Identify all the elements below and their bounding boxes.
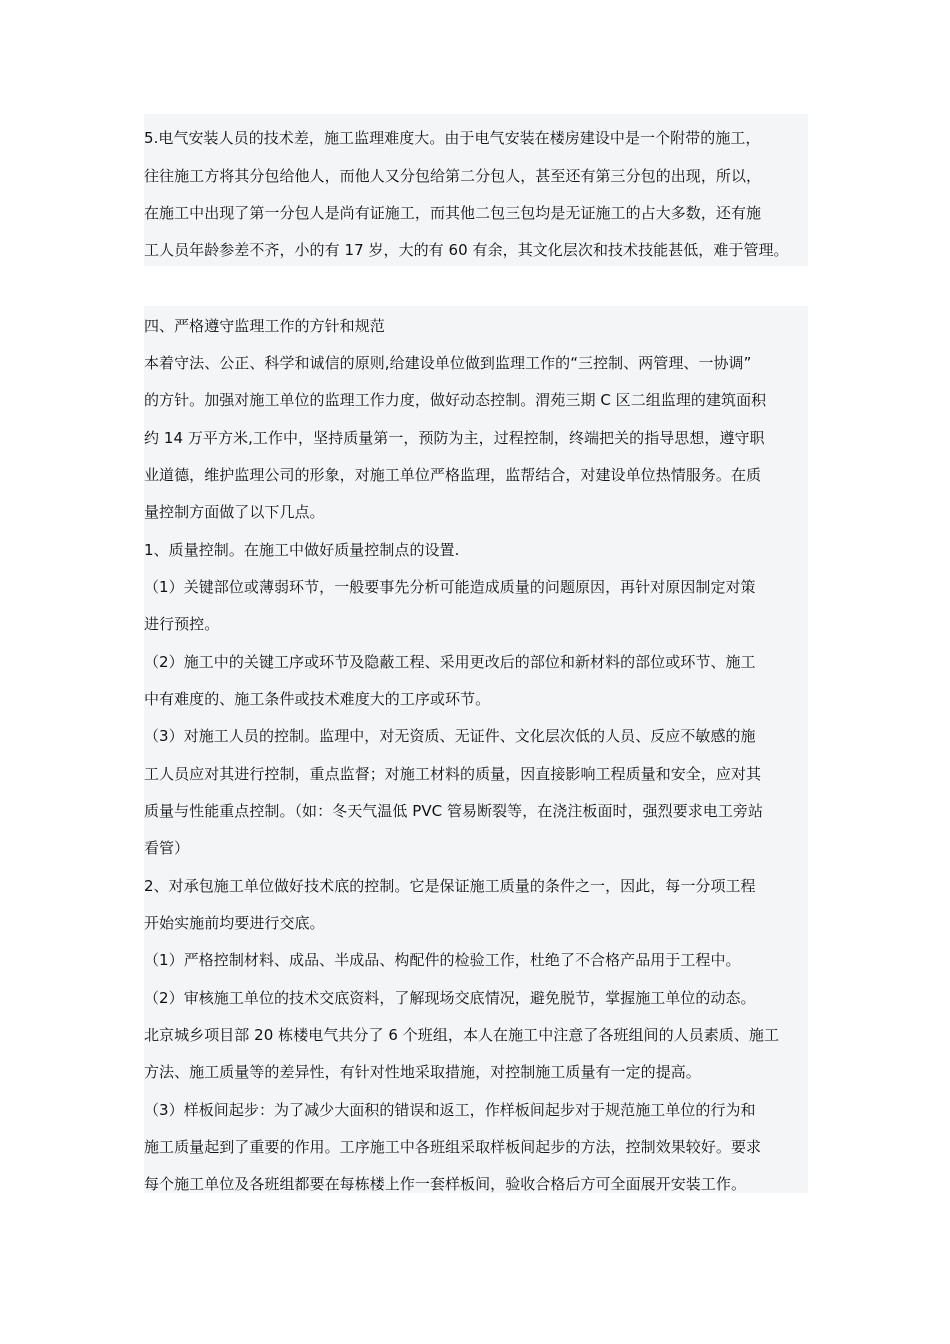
paragraph-line: （2）审核施工单位的技术交底资料，了解现场交底情况，避免脱节，掌握施工单位的动态。: [144, 989, 756, 1007]
paragraph-line: （3）样板间起步：为了减少大面积的错误和返工，作样板间起步对于规范施工单位的行为和: [144, 1101, 756, 1119]
paragraph-line: 量控制方面做了以下几点。: [144, 503, 325, 521]
paragraph-line: 进行预控。: [144, 615, 220, 633]
paragraph-line: 质量与性能重点控制。（如：冬天气温低 PVC 管易断裂等，在浇注板面时，强烈要求电工旁站: [144, 802, 764, 820]
paragraph-line: 约 14 万平方米,工作中，坚持质量第一，预防为主，过程控制，终端把关的指导思想，遵守职: [144, 429, 765, 447]
paragraph-line: 中有难度的、施工条件或技术难度大的工序或环节。: [144, 690, 491, 708]
section-electrical-installers: [144, 114, 808, 266]
paragraph-line: （1）严格控制材料、成品、半成品、构配件的检验工作，杜绝了不合格产品用于工程中。: [144, 951, 741, 969]
paragraph-line: 业道德，维护监理公司的形象，对施工单位严格监理，监帮结合，对建设单位热情服务。在质: [144, 466, 762, 484]
paragraph-line: 工人员年龄参差不齐，小的有 17 岁，大的有 60 有余，其文化层次和技术技能甚低，难于管理。: [144, 241, 789, 259]
paragraph-line: 在施工中出现了第一分包人是尚有证施工，而其他二包三包均是无证施工的占大多数，还有施: [144, 204, 762, 222]
paragraph-line: 每个施工单位及各班组都要在每栋楼上作一套样板间，验收合格后方可全面展开安装工作。: [144, 1175, 747, 1193]
paragraph-line: 的方针。加强对施工单位的监理工作力度，做好动态控制。渭苑三期 C 区二组监理的建筑面积: [144, 391, 767, 409]
paragraph-line: （3）对施工人员的控制。监理中，对无资质、无证件、文化层次低的人员、反应不敏感的施: [144, 727, 756, 745]
paragraph-line: （2）施工中的关键工序或环节及隐蔽工程、采用更改后的部位和新材料的部位或环节、施工: [144, 653, 756, 671]
section-heading: 四、严格遵守监理工作的方针和规范: [144, 317, 385, 335]
paragraph-line: 2、对承包施工单位做好技术底的控制。它是保证施工质量的条件之一，因此，每一分项工程: [144, 877, 756, 895]
paragraph-line: 5.电气安装人员的技术差，施工监理难度大。由于电气安装在楼房建设中是一个附带的施工，: [144, 129, 761, 147]
paragraph-line: 施工质量起到了重要的作用。工序施工中各班组采取样板间起步的方法，控制效果较好。要求: [144, 1138, 762, 1156]
paragraph-line: 工人员应对其进行控制，重点监督；对施工材料的质量，因直接影响工程质量和安全，应对其: [144, 765, 762, 783]
paragraph-line: 北京城乡项目部 20 栋楼电气共分了 6 个班组，本人在施工中注意了各班组间的人员素质、施工: [144, 1026, 780, 1044]
paragraph-line: 本着守法、公正、科学和诚信的原则,给建设单位做到监理工作的“三控制、两管理、一协调”: [144, 354, 752, 372]
paragraph-line: 往往施工方将其分包给他人，而他人又分包给第二分包人，甚至还有第三分包的出现，所以，: [144, 167, 762, 185]
paragraph-line: 1、质量控制。在施工中做好质量控制点的设置.: [144, 541, 460, 559]
section-supervision-principles: [144, 306, 808, 1193]
paragraph-line: 看管）: [144, 839, 190, 857]
paragraph-line: （1）关键部位或薄弱环节，一般要事先分析可能造成质量的问题原因，再针对原因制定对策: [144, 578, 756, 596]
paragraph-line: 开始实施前均要进行交底。: [144, 914, 325, 932]
paragraph-line: 方法、施工质量等的差异性，有针对性地采取措施，对控制施工质量有一定的提高。: [144, 1063, 701, 1081]
